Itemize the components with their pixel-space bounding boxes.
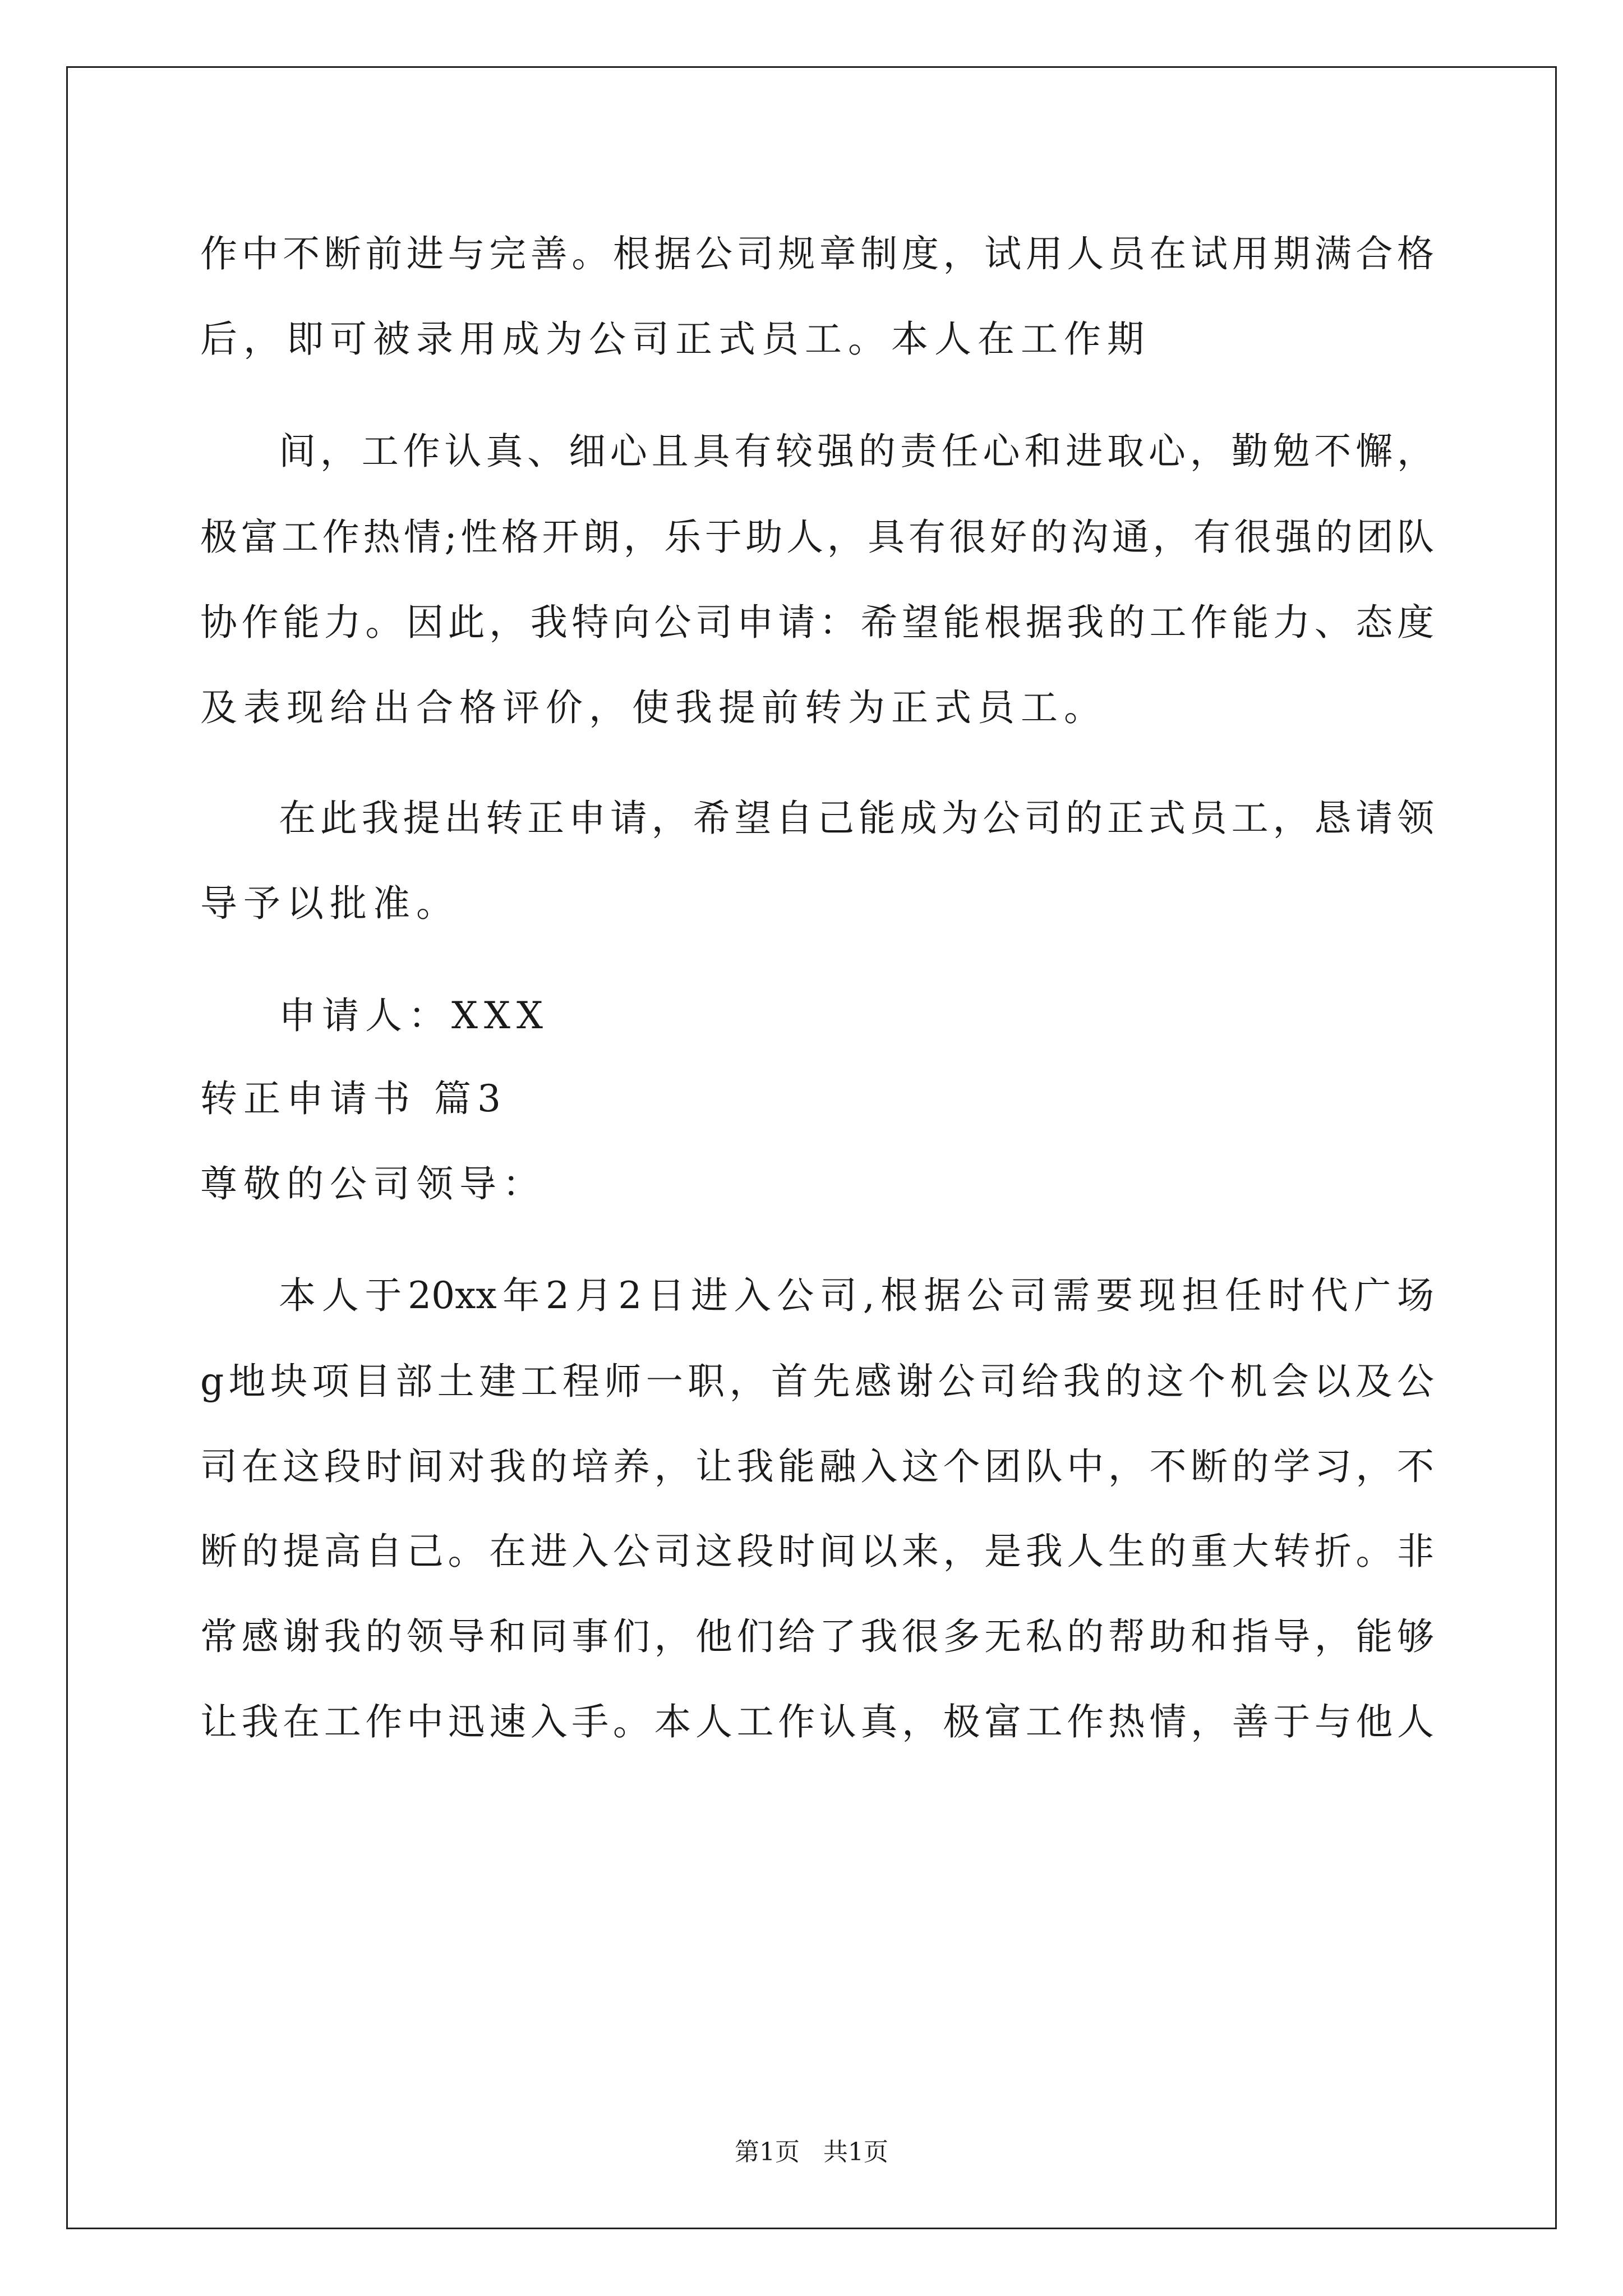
- text-line: 间，工作认真、细心且具有较强的责任心和进取心，勤勉不懈，: [279, 430, 1434, 473]
- text-line: 断的提高自己。在进入公司这段时间以来，是我人生的重大转折。非: [200, 1530, 1434, 1573]
- text-line: 申请人：XXX: [279, 994, 549, 1037]
- text-line: 常感谢我的领导和同事们，他们给了我很多无私的帮助和指导，能够: [200, 1615, 1434, 1658]
- page-number-total: 共1页: [823, 2138, 888, 2166]
- text-line: 在此我提出转正申请，希望自己能成为公司的正式员工，恳请领: [279, 797, 1434, 840]
- text-line: 后，即可被录用成为公司正式员工。本人在工作期: [200, 318, 1150, 361]
- text-line: 极富工作热情;性格开朗，乐于助人，具有很好的沟通，有很强的团队: [200, 516, 1434, 559]
- text-line: 作中不断前进与完善。根据公司规章制度，试用人员在试用期满合格: [200, 232, 1434, 275]
- salutation: 尊敬的公司领导：: [200, 1162, 546, 1205]
- text-line: 协作能力。因此，我特向公司申请：希望能根据我的工作能力、态度: [200, 601, 1434, 644]
- text-line: 让我在工作中迅速入手。本人工作认真，极富工作热情，善于与他人: [200, 1700, 1434, 1743]
- section-heading: 转正申请书 篇3: [200, 1077, 507, 1120]
- text-line: 及表现给出合格评价，使我提前转为正式员工。: [200, 686, 1107, 729]
- text-line: 导予以批准。: [200, 882, 459, 925]
- page-border: [66, 66, 1557, 2229]
- text-line: 司在这段时间对我的培养，让我能融入这个团队中，不断的学习，不: [200, 1445, 1434, 1488]
- text-line: 本人于20xx年2月2日进入公司,根据公司需要现担任时代广场: [279, 1274, 1434, 1317]
- page-number-current: 第1页: [735, 2138, 800, 2166]
- text-line: g地块项目部土建工程师一职，首先感谢公司给我的这个机会以及公: [200, 1360, 1434, 1403]
- page-footer: [0, 2132, 1623, 2168]
